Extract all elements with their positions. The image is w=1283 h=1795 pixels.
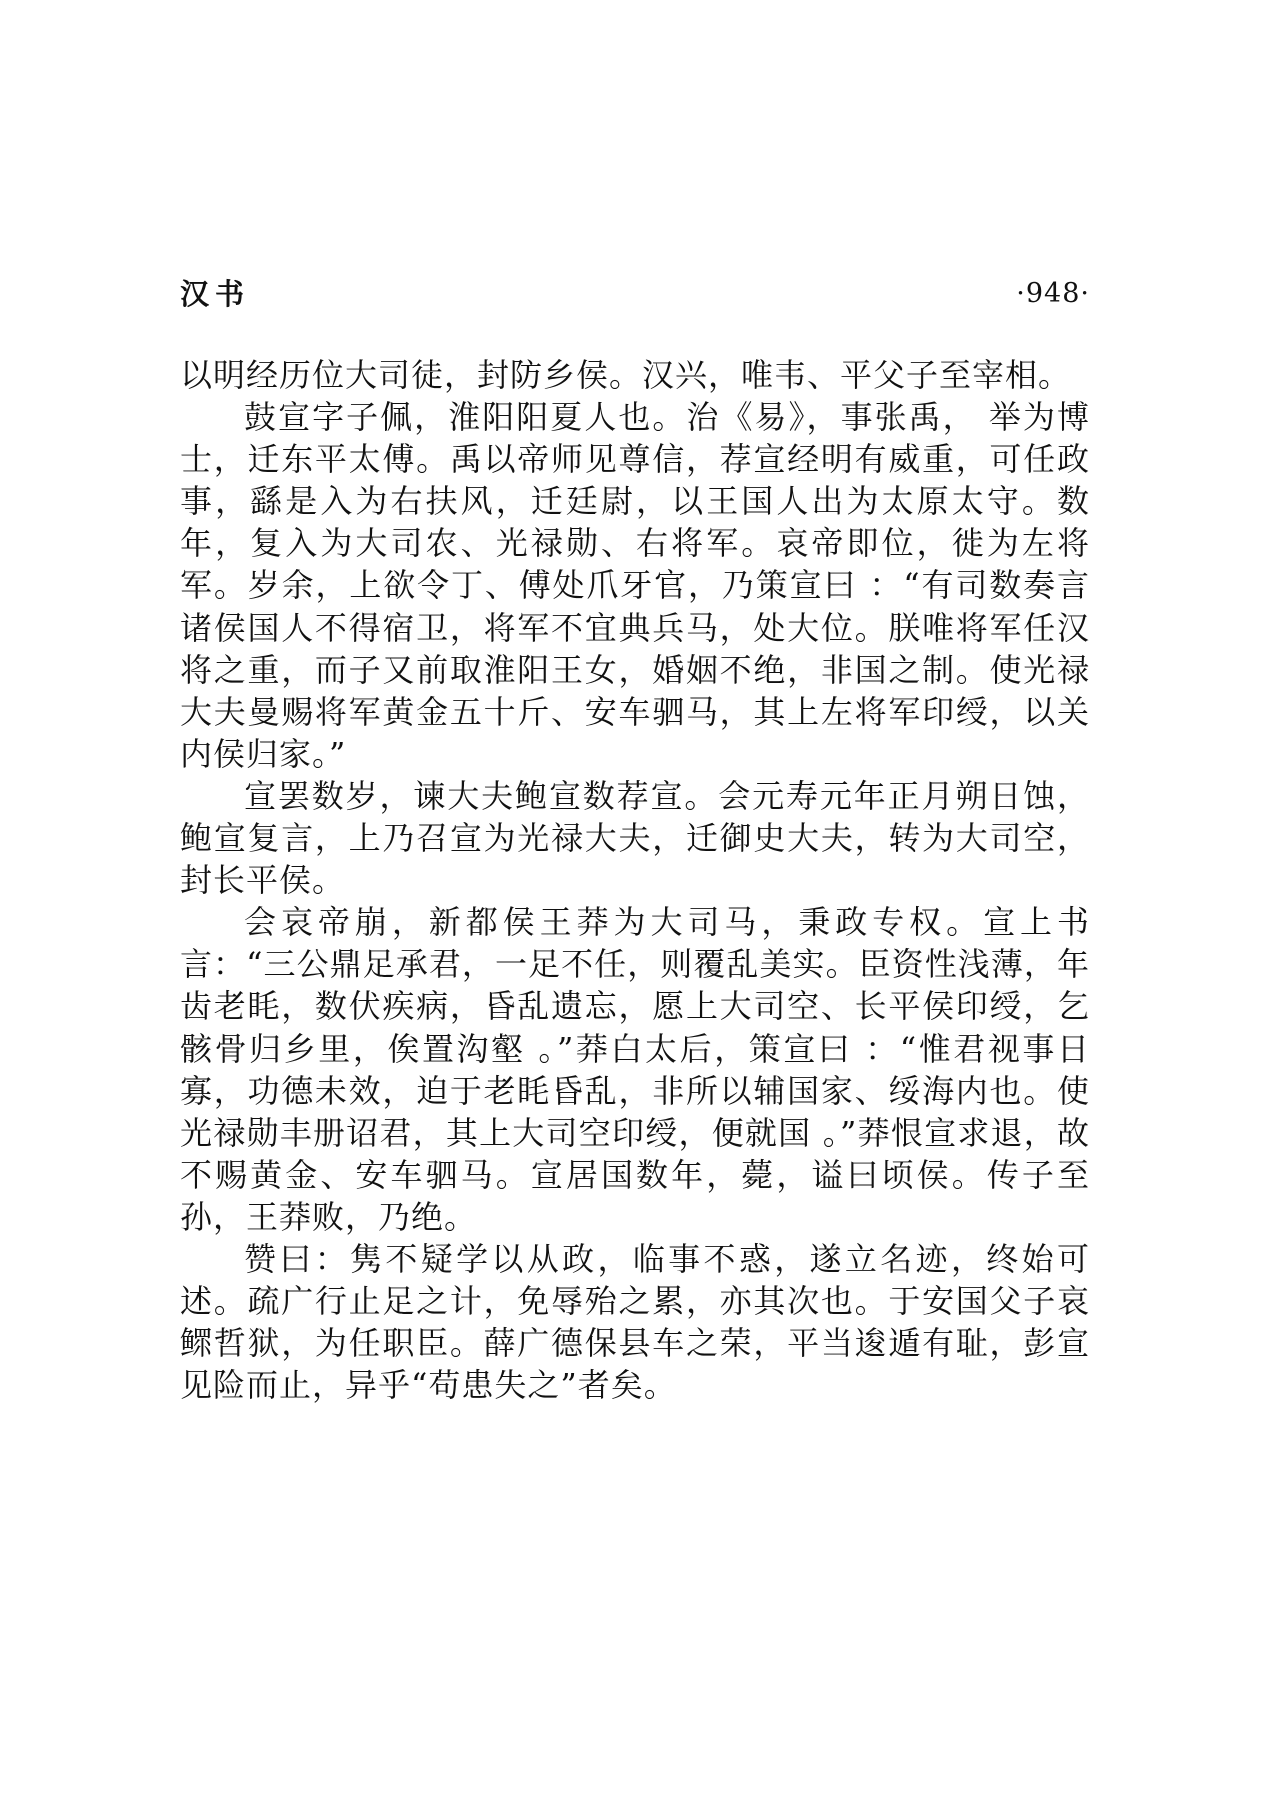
paragraph-resignation: 会哀帝崩，新都侯王莽为大司马，秉政专权。宣上书言：“三公鼎足承君，一足不任，则覆乱美实。臣资性浅薄，年齿老眊，数伏疾病，昏乱遗忘，愿上大司空、长平侯印绶，乞骸骨归乡里，俟置沟壑 。”莽白太后，策宣曰 ：“惟君视事日寡，功德未效，迫于老眊昏乱，非所以辅国家、绥海内也。使光禄勋丰册诏君，其上大司空印绶，便就国 。”莽恨宣求退，故不赐黄金、安车驷马。宣居国数年，薨，谥曰顷侯。传子至孙，王莽败，乃绝。 (180, 903, 1090, 1236)
paragraph-continuation: 以明经历位大司徒，封防乡侯。汉兴，唯韦、平父子至宰相。 (180, 356, 1072, 394)
book-title: 汉书 (180, 277, 251, 311)
paragraph-peng-xuan: 鼓宣字子佩，淮阳阳夏人也。治《易》，事张禹， 举为博士，迁东平太傅。禹以帝师见尊信，荐宣经明有威重，可任政事，繇是入为右扶风，迁廷尉，以王国人出为太原太守。数年，复入为大司农、光禄勋、右将军。哀帝即位，徙为左将军。岁余，上欲令丁、傅处爪牙官，乃策宣曰 ：“有司数奏言诸侯国人不得宿卫，将军不宜典兵马，处大位。朕唯将军任汉将之重，而子又前取淮阳王女，婚姻不绝，非国之制。使光禄大夫曼赐将军黄金五十斤、安车驷马，其上左将军印绶，以关内侯归家。” (180, 398, 1090, 773)
page-header (180, 272, 1090, 316)
page-number: ·948· (1016, 278, 1090, 309)
body-text (180, 354, 1090, 1406)
paragraph-recall: 宣罢数岁，谏大夫鲍宣数荐宣。会元寿元年正月朔日蚀，鲍宣复言，上乃召宣为光禄大夫，迁御史大夫，转为大司空，封长平侯。 (180, 776, 1090, 900)
paragraph-eulogy: 赞曰：隽不疑学以从政，临事不惑，遂立名迹，终始可述。疏广行止足之计，免辱殆之累，亦其次也。于安国父子哀鳏哲狱，为任职臣。薛广德保县车之荣，平当逡遁有耻，彭宣见险而止，异乎“苟患失之”者矣。 (180, 1239, 1090, 1405)
